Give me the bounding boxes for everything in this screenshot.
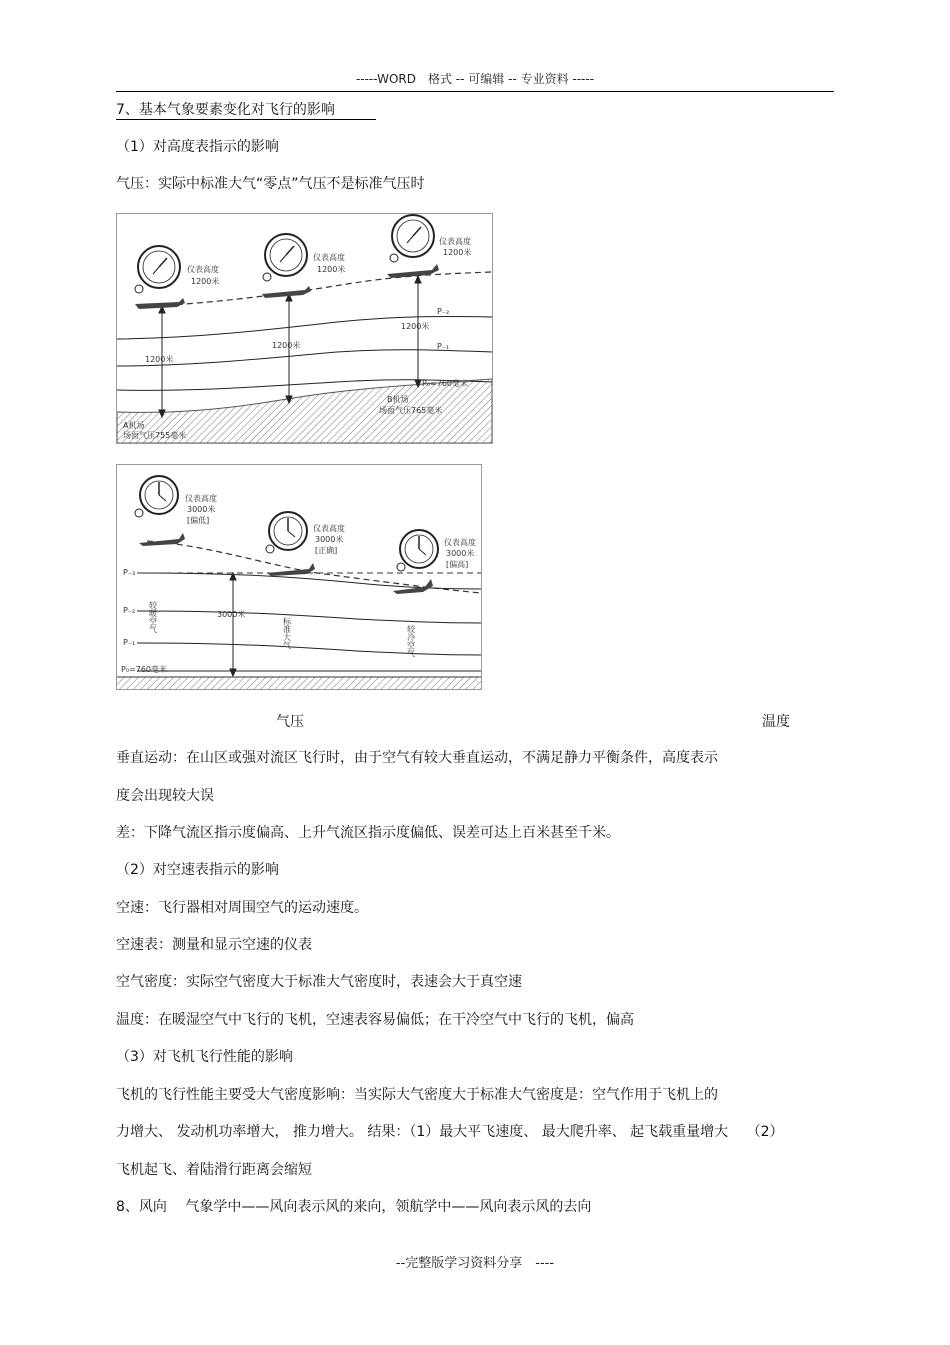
ground (117, 677, 481, 689)
page-header: -----WORD 格式 -- 可编辑 -- 专业资料 ----- (355, 72, 595, 86)
paragraph-line: 度会出现较大误 (116, 788, 214, 804)
airport-b-pressure: 场面气压765毫米 (379, 406, 443, 415)
gauge-icon (263, 234, 307, 281)
isobar-p2 (137, 611, 481, 623)
height-arrow (230, 573, 236, 676)
standard-air-label: 标准大气 (282, 617, 292, 649)
gauge-label-1c: [偏低] (187, 516, 210, 525)
gauge-icon (135, 246, 180, 293)
isobar-p1 (137, 643, 481, 655)
paragraph-line: 力增大、 发动机功率增大， 推力增大。 结果：（1）最大平飞速度、 最大爬升率、 起飞载重量增大 （2） (116, 1124, 784, 1140)
gauge-label-3b: 3000米 (446, 549, 475, 558)
paragraph-line: 空气密度：实际空气密度大于标准大气密度时，表速会大于真空速 (116, 974, 522, 990)
cold-air-label: 较冷空气 (406, 625, 416, 657)
gauge-label-1b: 3000米 (187, 505, 216, 514)
isobar-label-p2: P₋₂ (123, 606, 136, 615)
airport-a-pressure: 场面气压755毫米 (123, 431, 187, 440)
gauge-label-1b: 1200米 (191, 277, 220, 286)
paragraph-line: 空速：飞行器相对周围空气的运动速度。 (116, 900, 368, 916)
gauge-label-1a: 仪表高度 (187, 265, 219, 274)
section-7-underline (116, 119, 376, 120)
section-7-title: 7、基本气象要素变化对飞行的影响 (116, 102, 335, 118)
altimeter-temperature-figure (116, 464, 482, 690)
isobar-label-p1: P₋₁ (123, 638, 136, 647)
paragraph-line: 飞机的飞行性能主要受大气密度影响：当实际大气密度大于标准大气密度是：空气作用于飞机上的 (116, 1087, 718, 1103)
gauge-label-2b: 1200米 (317, 265, 346, 274)
paragraph-line: 飞机起飞、着陆滑行距离会缩短 (116, 1162, 312, 1178)
subsection-2-title: （2）对空速表指示的影响 (116, 862, 279, 878)
altimeter-pressure-figure (116, 213, 493, 444)
section-8-title: 8、风向 气象学中——风向表示风的来向，领航学中——风向表示风的去向 (116, 1199, 592, 1215)
temperature-diagram (117, 465, 481, 689)
isobar-label-p1: P₋₁ (437, 342, 450, 351)
paragraph-line: 垂直运动：在山区或强对流区飞行时，由于空气有较大垂直运动，不满足静力平衡条件，高度表示 (116, 750, 718, 766)
gauge-label-2a: 仪表高度 (313, 253, 345, 262)
caption-pressure: 气压 (276, 714, 304, 730)
pressure-intro: 气压：实际中标准大气“零点”气压不是标准气压时 (116, 176, 425, 192)
gauge-label-2a: 仪表高度 (313, 524, 345, 533)
airport-b-name: B机场 (387, 395, 409, 404)
paragraph-line: 温度：在暖湿空气中飞行的飞机，空速表容易偏低；在干冷空气中飞行的飞机，偏高 (116, 1012, 634, 1028)
gauge-label-1a: 仪表高度 (185, 494, 217, 503)
subsection-3-title: （3）对飞机飞行性能的影响 (116, 1049, 293, 1065)
gauge-label-3a: 仪表高度 (439, 237, 471, 246)
airport-a-name: A机场 (123, 421, 145, 430)
isobar-label-p0: P₀=760毫米 (121, 665, 168, 674)
gauge-label-3c: [偏高] (446, 560, 469, 569)
isobar-label-p3: P₋₃ (123, 568, 136, 577)
gauge-label-3a: 仪表高度 (444, 538, 476, 547)
paragraph-line: 差：下降气流区指示度偏高、上升气流区指示度偏低、误差可达上百米甚至千米。 (116, 825, 620, 841)
gauge-icon (266, 512, 307, 553)
paragraph-line: 空速表：测量和显示空速的仪表 (116, 937, 312, 953)
isobar-label-p0: P₀=760毫米 (422, 379, 469, 388)
gauge-label-2c: [正确] (315, 546, 338, 555)
height-label-2: 1200米 (272, 341, 301, 350)
caption-temperature: 温度 (762, 714, 790, 730)
header-divider (116, 91, 834, 92)
isobar-label-p2: P₋₂ (437, 307, 450, 316)
gauge-icon (390, 215, 434, 262)
isobar-p2 (117, 317, 492, 339)
gauge-icon (397, 530, 438, 571)
height-label: 3000米 (217, 610, 246, 619)
gauge-icon (135, 476, 178, 517)
page-footer: --完整版学习资料分享 ---- (395, 1256, 555, 1271)
gauge-label-2b: 3000米 (315, 535, 344, 544)
gauge-label-3b: 1200米 (443, 248, 472, 257)
pressure-diagram (117, 214, 492, 443)
height-label-3: 1200米 (401, 322, 430, 331)
warm-air-label: 较暖空气 (148, 601, 158, 633)
height-label-1: 1200米 (145, 355, 174, 364)
subsection-1-title: （1）对高度表指示的影响 (116, 139, 279, 155)
